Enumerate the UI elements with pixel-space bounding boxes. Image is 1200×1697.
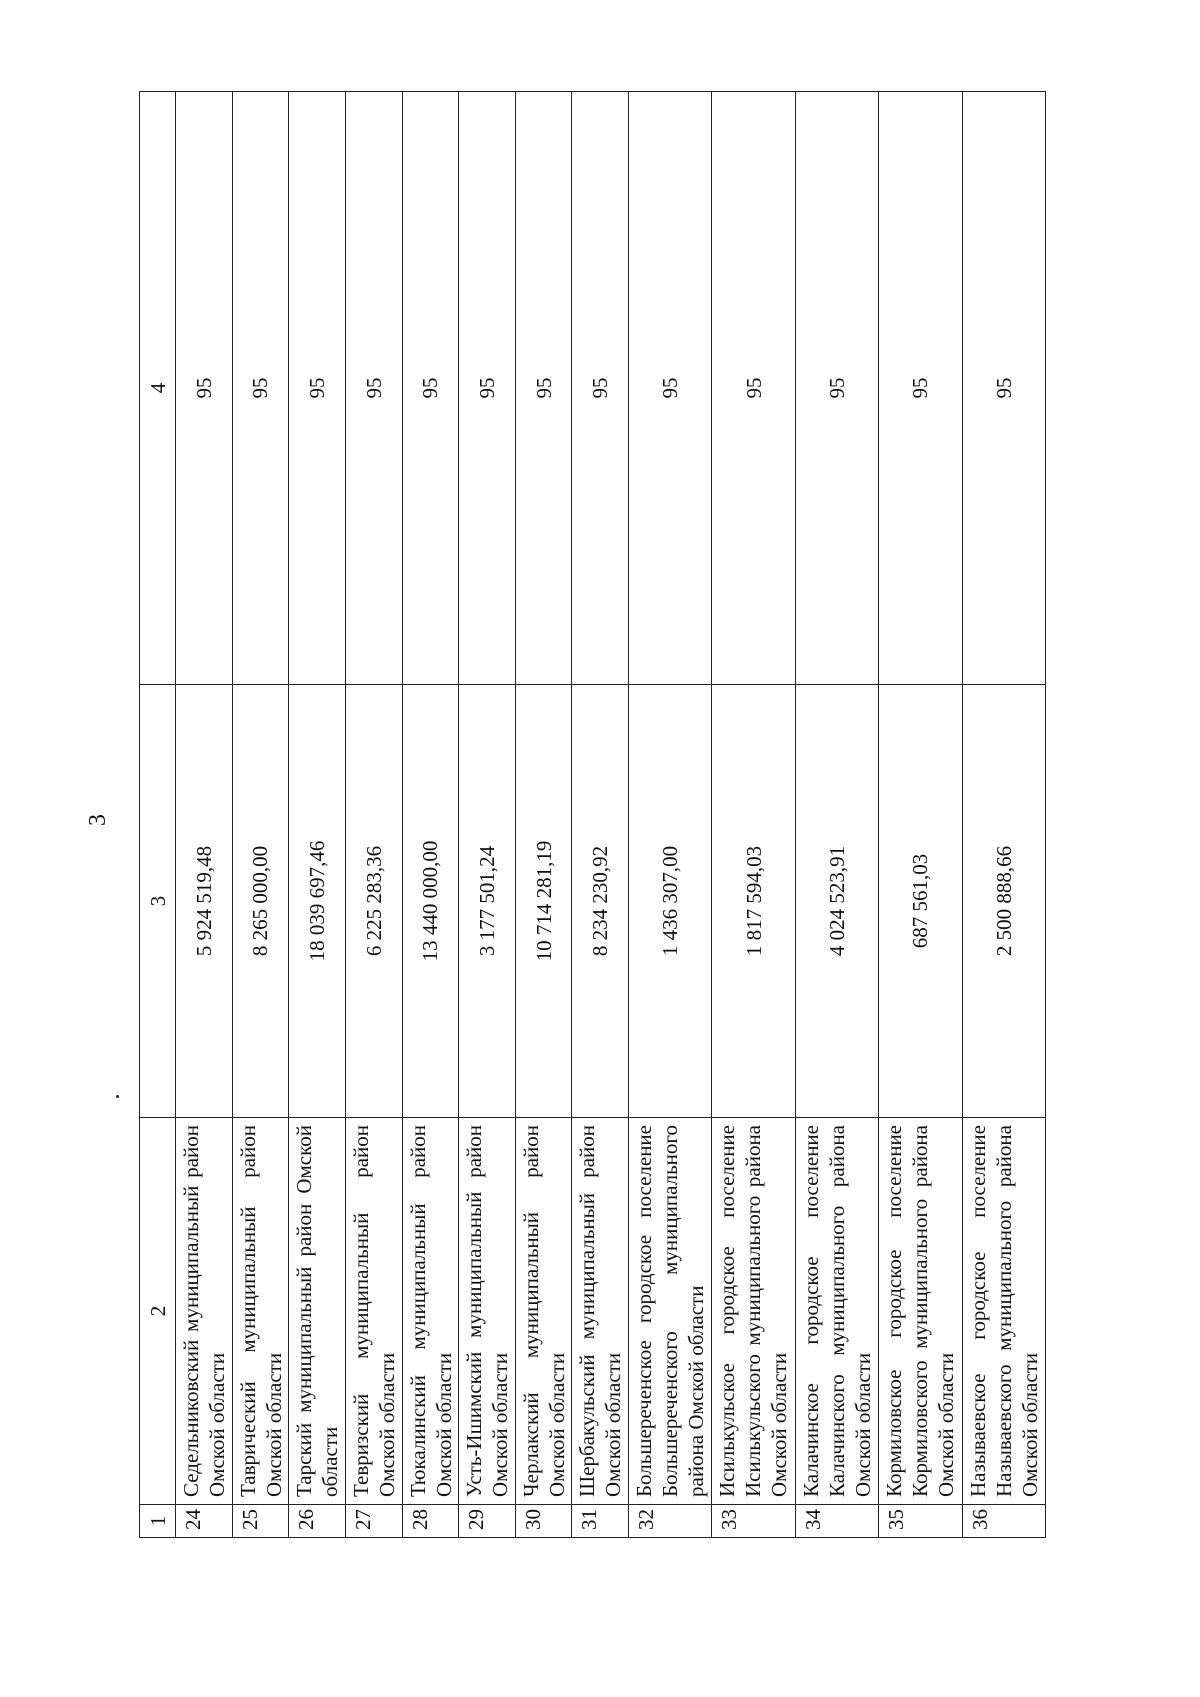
table-header-row [140, 92, 176, 1538]
row-number: 29 [459, 1505, 516, 1538]
table-row [572, 92, 629, 1538]
row-amount: 6 225 283,36 [345, 685, 402, 1118]
page-number: 3 [85, 814, 111, 826]
row-municipality-name: Большереченское городское поселение Большереченского муниципального района Омской области [629, 1118, 712, 1505]
row-number: 34 [795, 1505, 878, 1538]
row-number: 32 [629, 1505, 712, 1538]
row-percent: 95 [289, 92, 346, 685]
table-row [962, 92, 1045, 1538]
row-percent: 95 [795, 92, 878, 685]
table-row [232, 92, 289, 1538]
row-number: 27 [345, 1505, 402, 1538]
allocation-table-rotated [139, 92, 1046, 1538]
row-amount: 1 817 594,03 [712, 685, 795, 1118]
row-amount: 3 177 501,24 [459, 685, 516, 1118]
row-amount: 13 440 000,00 [402, 685, 459, 1118]
row-amount: 4 024 523,91 [795, 685, 878, 1118]
row-municipality-name: Таврический муниципальный район Омской области [232, 1118, 289, 1505]
row-amount: 1 436 307,00 [629, 685, 712, 1118]
row-percent: 95 [572, 92, 629, 685]
header-cell: 2 [140, 1118, 176, 1505]
row-municipality-name: Шербакульский муниципальный район Омской области [572, 1118, 629, 1505]
row-amount: 18 039 697,46 [289, 685, 346, 1118]
row-number: 26 [289, 1505, 346, 1538]
table-row [795, 92, 878, 1538]
row-percent: 95 [402, 92, 459, 685]
row-municipality-name: Черлакский муниципальный район Омской области [515, 1118, 572, 1505]
row-percent: 95 [629, 92, 712, 685]
table-row [289, 92, 346, 1538]
row-amount: 2 500 888,66 [962, 685, 1045, 1118]
header-cell: 1 [140, 1505, 176, 1538]
row-municipality-name: Тевризский муниципальный район Омской области [345, 1118, 402, 1505]
row-percent: 95 [962, 92, 1045, 685]
table-row [879, 92, 962, 1538]
row-percent: 95 [515, 92, 572, 685]
row-amount: 8 234 230,92 [572, 685, 629, 1118]
row-municipality-name: Усть-Ишимский муниципальный район Омской области [459, 1118, 516, 1505]
row-percent: 95 [232, 92, 289, 685]
row-amount: 10 714 281,19 [515, 685, 572, 1118]
row-percent: 95 [345, 92, 402, 685]
row-percent: 95 [459, 92, 516, 685]
row-amount: 5 924 519,48 [176, 685, 233, 1118]
allocation-table [139, 91, 1046, 1538]
row-municipality-name: Исилькульское городское поселение Исилькульского муниципального района Омской области [712, 1118, 795, 1505]
table-row [515, 92, 572, 1538]
row-amount: 687 561,03 [879, 685, 962, 1118]
row-number: 36 [962, 1505, 1045, 1538]
header-cell: 4 [140, 92, 176, 685]
scan-speck [116, 1095, 119, 1098]
row-percent: 95 [879, 92, 962, 685]
row-municipality-name: Называевское городское поселение Называевского муниципального района Омской области [962, 1118, 1045, 1505]
row-percent: 95 [176, 92, 233, 685]
table-row [345, 92, 402, 1538]
row-municipality-name: Тюкалинский муниципальный район Омской области [402, 1118, 459, 1505]
table-row [629, 92, 712, 1538]
row-municipality-name: Калачинское городское поселение Калачинского муниципального района Омской области [795, 1118, 878, 1505]
row-municipality-name: Седельниковский муниципальный район Омской области [176, 1118, 233, 1505]
row-number: 31 [572, 1505, 629, 1538]
row-number: 28 [402, 1505, 459, 1538]
row-number: 24 [176, 1505, 233, 1538]
row-number: 35 [879, 1505, 962, 1538]
row-percent: 95 [712, 92, 795, 685]
table-row [712, 92, 795, 1538]
row-amount: 8 265 000,00 [232, 685, 289, 1118]
row-municipality-name: Тарский муниципальный район Омской области [289, 1118, 346, 1505]
row-number: 33 [712, 1505, 795, 1538]
row-municipality-name: Кормиловское городское поселение Кормиловского муниципального района Омской области [879, 1118, 962, 1505]
table-row [176, 92, 233, 1538]
row-number: 25 [232, 1505, 289, 1538]
row-number: 30 [515, 1505, 572, 1538]
table-row [459, 92, 516, 1538]
header-cell: 3 [140, 685, 176, 1118]
table-row [402, 92, 459, 1538]
